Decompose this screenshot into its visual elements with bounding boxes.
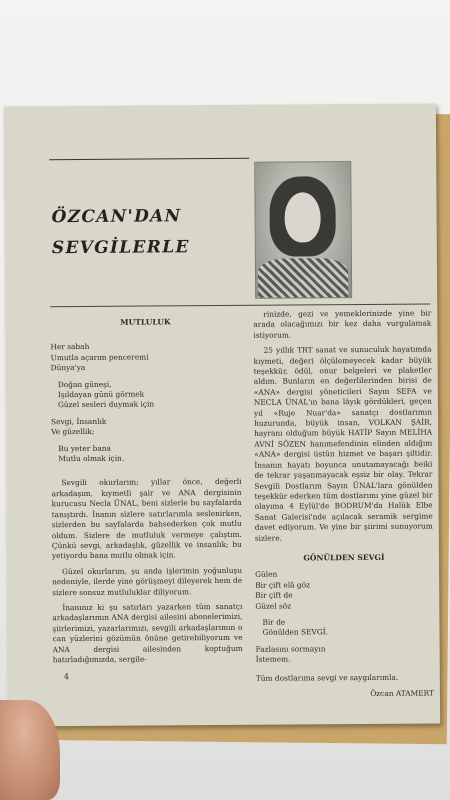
poem-line: Gülen — [255, 569, 278, 580]
left-prose — [51, 477, 242, 665]
stanza — [51, 416, 241, 438]
poem1-body — [50, 341, 241, 464]
right-column — [253, 309, 434, 701]
poem-line: Bir de — [255, 617, 286, 627]
poem2-body — [255, 569, 434, 665]
poem-line: Gönülden SEVGİ. — [255, 627, 329, 638]
poem-line: Doğan güneşi, — [50, 379, 112, 389]
paragraph: İnanınız ki şu satırları yazarken tüm sanatçı arkadaşlarımın ANA dergisi ailesini abonelerimizi, şiirlerimizi, yazarlarımızı, sevgili arkadaşlarımın o can yüzlerini gözümün önüne getirebiliyorum ve ANA dergisi ailesinden koptuğum hatırladığımızda, sergile- — [52, 601, 243, 665]
top-rule — [49, 158, 249, 160]
signature: Özcan ATAMERT — [370, 688, 434, 698]
page-number: 4 — [63, 672, 69, 682]
paragraph: rinizde, gezi ve yemeklerinizde yine bir arada olacağımızı bir kez daha vurgulamak istiyorum. — [253, 308, 432, 340]
title-line-1: ÖZCAN'DAN — [51, 206, 182, 228]
poem2-heading: GÖNÜLDEN SEVGİ — [303, 552, 385, 563]
stanza — [51, 378, 241, 411]
left-column — [50, 317, 242, 671]
right-prose — [253, 309, 433, 544]
magazine-page — [4, 103, 440, 726]
poem-line: Mutlu olmak için. — [51, 453, 125, 464]
stanza — [255, 616, 433, 638]
stanza — [51, 443, 241, 465]
poem-line: Bir çift de — [255, 590, 293, 600]
closing-text: Tüm dostlarıma sevgi ve saygılarımla. — [255, 672, 399, 683]
poem-line: Fazlasını sormayın — [255, 644, 326, 654]
stanza — [255, 569, 433, 612]
article-title — [52, 201, 190, 264]
poem1-heading: MUTLULUK — [120, 317, 171, 327]
section-rule — [50, 304, 430, 308]
paragraph: Sevgili okurlarım; yıllar önce, değerli arkadaşım, kıymetli şair ve ANA dergisinin kurucusu Necla ÜNAL, beni sizlerle bu sayfalarda tanıştırdı. İnanın sizlere satırlarımla seslenirken, sizlerden bu sayfalarda bahsederken çok mutlu oldum. Sizlere de mutluluk vermeye çalıştım. Çünkü sevgi, arkadaşlık, güzellik ve insanlık; bu yetiyordu bana mutlu olmak için. — [51, 477, 242, 561]
stanza — [256, 643, 434, 665]
poem-line: Dünya'ya — [50, 363, 86, 373]
poem-line: Her sabah — [50, 342, 90, 352]
paragraph: Güzel okurlarım, şu anda işlerimin yoğunluşu nedeniyle, ilerde yine görüşmeyi dileyerek hem de sizlere sonsuz mutluluklar diliyorum. — [52, 565, 243, 597]
poem-line: Sevgi, İnsanlık — [51, 416, 107, 427]
stanza — [50, 341, 240, 374]
poem-line: Bu yeter bana — [51, 443, 111, 453]
poem-line: Ve güzellik; — [51, 427, 95, 437]
poem-line: Umutla açarım penceremi — [50, 352, 149, 363]
paragraph: 25 yıllık TRT sanat ve sunuculuk hayatımda kıymeti, değeri ölçülemeyecek kadar büyük teşekkür, ödül, onur belgeleri ve plaketler aldım. Bunların en değerlilerinden birisi de «ANA» dergisi yöneticileri Sayın SEFA ve NECLA ÜNAL'ın bana lâyık gördükleri, geçen yıl «Ruje Nuar'da» sanatçı dostlarımın huzurunda, büyük insan, VOLKAN ŞAİR, hayranı olduğum büyük HATİP Sayın MELİHA AVNİ SÖZEN hanımefendinin elinden aldığım «ANA» dergisi üstün hizmet ve başarı şiltidir. İnsanın hayatı boyunca unutamayacağı beiki de tekrar yaşanmayacak eşsiz bir olay. Tekrar Sevgili Dostlarım Sayın ÜNAL'lara gönülden teşekkür ederken tüm dostlarımı yine güzel bir olayıma 4 Eylül'de BODRUM'da Halûk Elbe Sanat Galerisi'nde açılacak seramik sergime davet ediyorum. Ve yine bir şiirimi sunuyorum sizlere. — [253, 344, 433, 543]
poem-line: Güzel sesleri duymak için — [50, 399, 155, 410]
poem-line: İstemem. — [255, 654, 291, 664]
author-photo — [254, 161, 352, 299]
poem-line: Işıldayan günü görmek — [50, 389, 145, 400]
poem-line: Bir çift elâ göz — [255, 580, 311, 590]
title-line-2: SEVGİLERLE — [51, 237, 190, 259]
poem-line: Güzel söz — [255, 601, 292, 611]
